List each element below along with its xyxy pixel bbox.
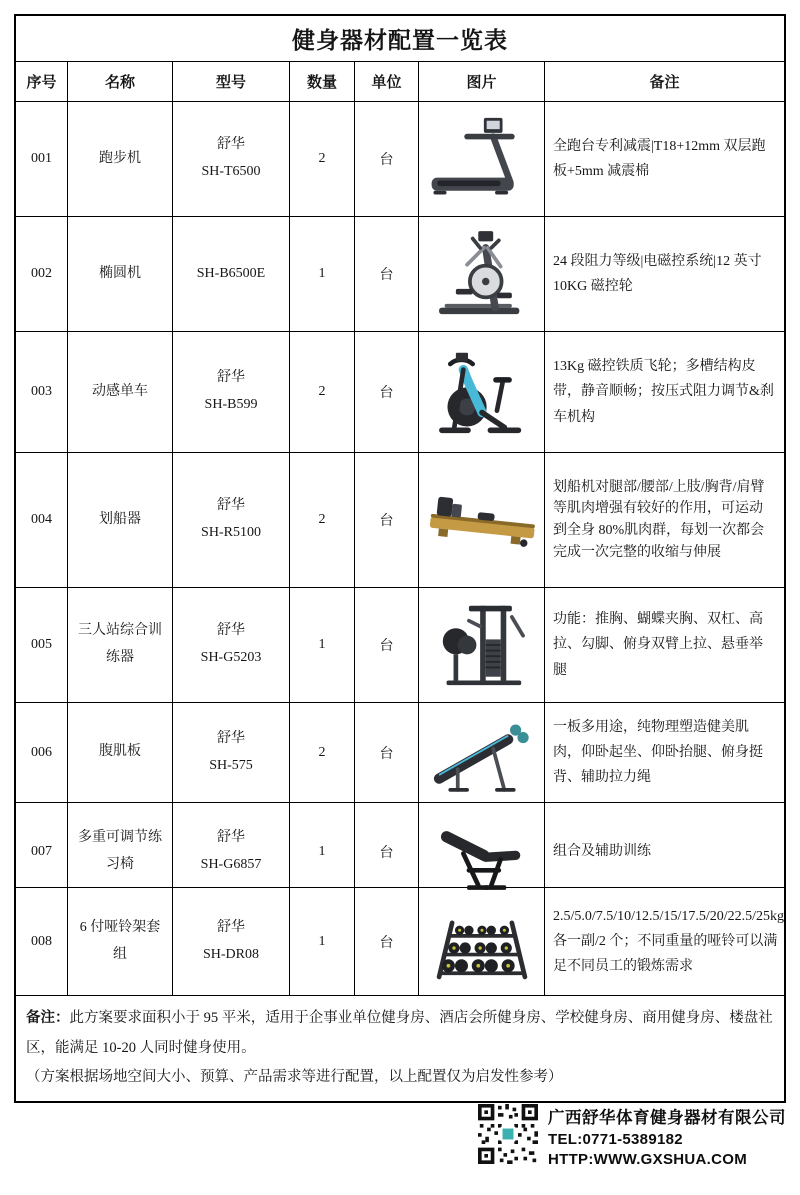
model-label: SH-B6500E bbox=[196, 265, 266, 281]
row-name: 多重可调节练习椅 bbox=[68, 803, 173, 900]
row-name: 6 付哑铃架套组 bbox=[68, 888, 173, 995]
row-model bbox=[173, 453, 290, 587]
table-note bbox=[16, 996, 784, 1101]
table-row bbox=[16, 102, 784, 217]
col-header-model: 型号 bbox=[173, 62, 290, 101]
table-row bbox=[16, 217, 784, 332]
row-remark: 2.5/5.0/7.5/10/12.5/15/17.5/20/22.5/25kg 各一副/2 个；不同重量的哑铃可以满足不同员工的锻炼需求 bbox=[553, 908, 785, 975]
table-row bbox=[16, 803, 784, 888]
model-label: SH-575 bbox=[209, 757, 253, 773]
row-qty: 1 bbox=[290, 803, 355, 900]
dumbbell-rack-image bbox=[419, 888, 545, 995]
model-label: SH-B599 bbox=[204, 397, 258, 412]
row-remark: 功能：推胸、蝴蝶夹胸、双杠、高拉、勾脚、俯身双臂上拉、悬垂举腿 bbox=[553, 612, 763, 678]
row-name: 划船器 bbox=[68, 453, 173, 587]
row-no: 008 bbox=[16, 888, 68, 995]
page-footer bbox=[14, 1104, 786, 1182]
row-name: 椭圆机 bbox=[68, 217, 173, 331]
footer-contact bbox=[548, 1104, 786, 1168]
row-no: 001 bbox=[16, 102, 68, 216]
brand-label: 舒华 bbox=[217, 498, 245, 514]
row-model bbox=[173, 102, 290, 216]
table-title-row bbox=[16, 16, 784, 62]
col-header-image: 图片 bbox=[419, 62, 545, 101]
model-label: SH-DR08 bbox=[202, 946, 259, 962]
note-line-1: 备注：此方案要求面积小于 95 平米，适用于企事业单位健身房、酒店会所健身房、学校健身房、商用健身房、楼盘社区，能满足 10-20 人同时健身使用。 bbox=[26, 1010, 773, 1056]
model-label: SH-G5203 bbox=[200, 650, 262, 665]
elliptical-image bbox=[419, 217, 545, 331]
row-model bbox=[173, 217, 290, 331]
row-model bbox=[173, 332, 290, 452]
row-model bbox=[173, 888, 290, 995]
brand-label: 舒华 bbox=[217, 370, 245, 386]
table-row bbox=[16, 888, 784, 996]
row-name: 跑步机 bbox=[68, 102, 173, 216]
qr-center-logo bbox=[503, 1129, 514, 1140]
model-label: SH-T6500 bbox=[201, 164, 261, 179]
row-unit: 台 bbox=[355, 332, 419, 452]
qr-code bbox=[478, 1104, 538, 1164]
row-no: 004 bbox=[16, 453, 68, 587]
row-name: 动感单车 bbox=[68, 332, 173, 452]
row-no: 003 bbox=[16, 332, 68, 452]
row-no: 006 bbox=[16, 703, 68, 802]
note-line-2: （方案根据场地空间大小、预算、产品需求等进行配置，以上配置仅为启发性参考） bbox=[26, 1069, 563, 1086]
col-header-remark: 备注 bbox=[649, 75, 680, 91]
multi-station-gym-image bbox=[419, 588, 545, 702]
model-label: SH-R5100 bbox=[201, 525, 261, 540]
col-header-qty: 数量 bbox=[290, 62, 355, 101]
row-qty: 2 bbox=[290, 332, 355, 452]
brand-label: 舒华 bbox=[217, 137, 245, 153]
spin-bike-image bbox=[419, 332, 545, 452]
equipment-table bbox=[14, 14, 786, 1103]
row-no: 002 bbox=[16, 217, 68, 331]
row-qty: 1 bbox=[290, 217, 355, 331]
brand-label: 舒华 bbox=[217, 623, 245, 639]
page-title: 健身器材配置一览表 bbox=[292, 28, 508, 53]
table-row bbox=[16, 588, 784, 703]
row-qty: 2 bbox=[290, 453, 355, 587]
company-name: 广西舒华体育健身器材有限公司 bbox=[548, 1109, 786, 1127]
row-unit: 台 bbox=[355, 803, 419, 900]
brand-label: 舒华 bbox=[217, 730, 245, 746]
col-header-no: 序号 bbox=[16, 62, 68, 101]
table-row bbox=[16, 332, 784, 453]
row-model bbox=[173, 703, 290, 802]
rowing-machine-image bbox=[419, 453, 545, 587]
model-label: SH-G6857 bbox=[200, 856, 262, 872]
row-remark: 24 段阻力等级|电磁控系统|12 英寸 10KG 磁控轮 bbox=[553, 253, 762, 294]
table-header-row bbox=[16, 62, 784, 102]
brand-label: 舒华 bbox=[217, 919, 245, 935]
row-qty: 2 bbox=[290, 703, 355, 802]
row-unit: 台 bbox=[355, 217, 419, 331]
row-remark: 13Kg 磁控铁质飞轮；多槽结构皮带，静音顺畅；按压式阻力调节&刹车机构 bbox=[553, 359, 774, 425]
row-unit: 台 bbox=[355, 453, 419, 587]
table-row bbox=[16, 703, 784, 803]
row-qty: 1 bbox=[290, 888, 355, 995]
row-unit: 台 bbox=[355, 588, 419, 702]
row-name: 腹肌板 bbox=[68, 703, 173, 802]
treadmill-image bbox=[419, 102, 545, 216]
website-url: HTTP:WWW.GXSHUA.COM bbox=[548, 1151, 748, 1168]
row-remark: 一板多用途，纯物理塑造健美肌肉，仰卧起坐、仰卧抬腿、俯身挺背、辅助拉力绳 bbox=[553, 719, 763, 786]
brand-label: 舒华 bbox=[217, 830, 245, 846]
phone-number: TEL:0771-5389182 bbox=[548, 1131, 683, 1148]
col-header-name: 名称 bbox=[68, 62, 173, 101]
row-remark: 划船机对腿部/腰部/上肢/胸背/肩臂等肌肉增强有较好的作用，可运动到全身 80%肌肉群，每划一次都会完成一次完整的收缩与伸展 bbox=[553, 479, 765, 560]
row-qty: 1 bbox=[290, 588, 355, 702]
row-model bbox=[173, 803, 290, 900]
row-remark: 组合及辅助训练 bbox=[553, 844, 651, 860]
row-remark: 全跑台专利减震|T18+12mm 双层跑板+5mm 减震棉 bbox=[553, 138, 766, 179]
row-unit: 台 bbox=[355, 888, 419, 995]
equipment-sheet bbox=[14, 14, 786, 1103]
row-no: 005 bbox=[16, 588, 68, 702]
row-unit: 台 bbox=[355, 102, 419, 216]
row-model bbox=[173, 588, 290, 702]
note-label: 备注： bbox=[26, 1010, 70, 1026]
row-no: 007 bbox=[16, 803, 68, 900]
row-qty: 2 bbox=[290, 102, 355, 216]
table-row bbox=[16, 453, 784, 588]
adjustable-bench-image bbox=[419, 803, 545, 900]
col-header-unit: 单位 bbox=[355, 62, 419, 101]
row-unit: 台 bbox=[355, 703, 419, 802]
row-name: 三人站综合训练器 bbox=[68, 588, 173, 702]
ab-board-image bbox=[419, 703, 545, 802]
